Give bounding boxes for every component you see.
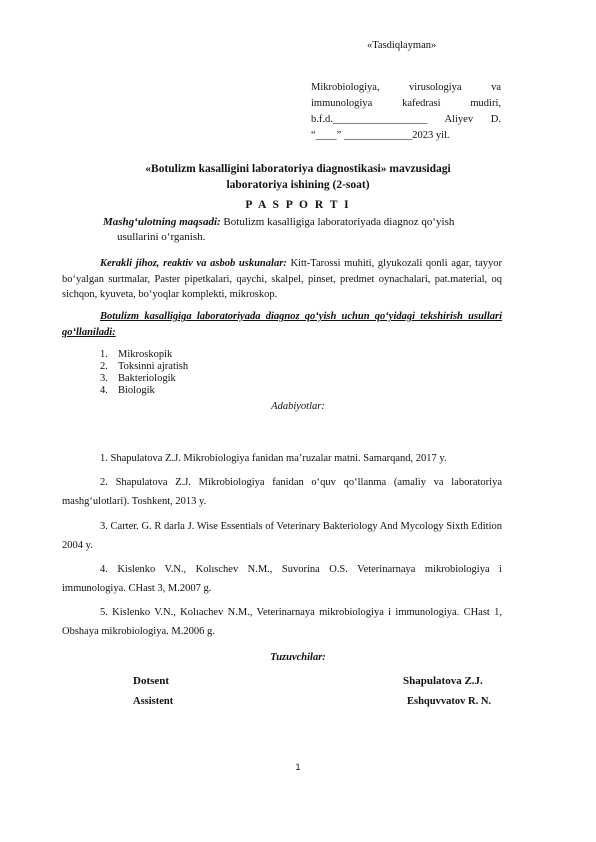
document-title: [0, 161, 596, 193]
equipment-text: Kitt-Tarossi muhiti, glyukozali qonli agar, tayyor bo‘yalgan surtmalar, Paster pipetkalari, qaychi, skalpel, pinset, predmet oynachalari, pat.material, oq sichqon, kyuveta, bo‘yoqlar komplekti, mikroskop.: [62, 258, 502, 300]
equipment-label: Kerakli jihoz, reaktiv va asbob uskunalar:: [100, 258, 287, 269]
approval-line-3: b.f.d.__________________ Aliyev D.: [311, 114, 501, 125]
methods-heading: Botulizm kasalligiga laboratoriyada diagnoz qo‘yish uchun qo‘yidagi tekshirish usullari qo‘llaniladi:: [62, 311, 502, 338]
approval-line-2: immunologiya kafedrasi mudiri,: [311, 98, 501, 109]
approval-title: «Tasdiqlayman»: [367, 40, 437, 51]
authors-heading: Tuzuvchilar:: [270, 652, 326, 663]
aim-text-line-1: Botulizm kasalligiga laboratoriyada diagnoz qo‘yish: [220, 216, 455, 228]
approval-line-4: “____” _____________2023 yil.: [311, 130, 450, 141]
equipment-paragraph: [62, 256, 502, 303]
page-number: 1: [295, 762, 301, 772]
reference-item-2: 2. Shapulatova Z.J. Mikrobiologiya fanidan o‘quv qo‘llanma (amaliy va laboratoriya mashg‘ulotlari). Toshkent, 2013 y.: [62, 477, 502, 507]
author-role-2: Assistent: [133, 696, 174, 707]
document-title-line-2: laboratoriya ishining (2-soat): [226, 179, 370, 191]
list-item: 3. Bakteriologik: [100, 373, 176, 384]
reference-item-1: 1. Shapulatova Z.J. Mikrobiologiya fanidan ma’ruzalar matni. Samarqand, 2017 y.: [100, 453, 447, 464]
reference-item-5: 5. Kislenko V.N., Kolıachev N.M., Veterinarnaya mikrobiologiya i immunologiya. CHast 1, Obshaya mikrobiologiya. M.2006 g.: [62, 607, 502, 637]
list-item: 2. Toksinni ajratish: [100, 361, 189, 372]
author-name-1: Shapulatova Z.J.: [403, 675, 483, 687]
approval-line-1: Mikrobiologiya, virusologiya va: [311, 82, 501, 93]
author-name-2: Eshquvvatov R. N.: [407, 696, 492, 707]
document-title-line-1: «Botulizm kasalligini laboratoriya diagnostikasi» mavzusidagi: [145, 163, 451, 175]
author-role-1: Dotsent: [133, 675, 170, 687]
approval-block: [311, 80, 501, 144]
aim-section: [103, 215, 503, 245]
methods-list: [100, 349, 188, 397]
reference-item-3: 3. Carter. G. R darla J. Wise Essentials of Veterinary Bakteriology And Mycology Sixth Edition 2004 y.: [62, 521, 502, 551]
list-item: 4. Biologik: [100, 385, 155, 396]
aim-text-line-2: usullarini o‘rganish.: [117, 231, 206, 243]
reference-item-4: 4. Kislenko V.N., Kolıschev N.M., Suvorina O.S. Veterinarnaya mikrobiologiya i immunologiya. CHast 3, M.2007 g.: [62, 564, 502, 594]
list-item: 1. Mikroskopik: [100, 349, 173, 360]
literature-heading: Adabiyotlar:: [271, 401, 325, 412]
passport-heading: P A S P O R T I: [245, 199, 351, 211]
aim-label: Mashg‘ulotning maqsadi:: [103, 216, 221, 228]
